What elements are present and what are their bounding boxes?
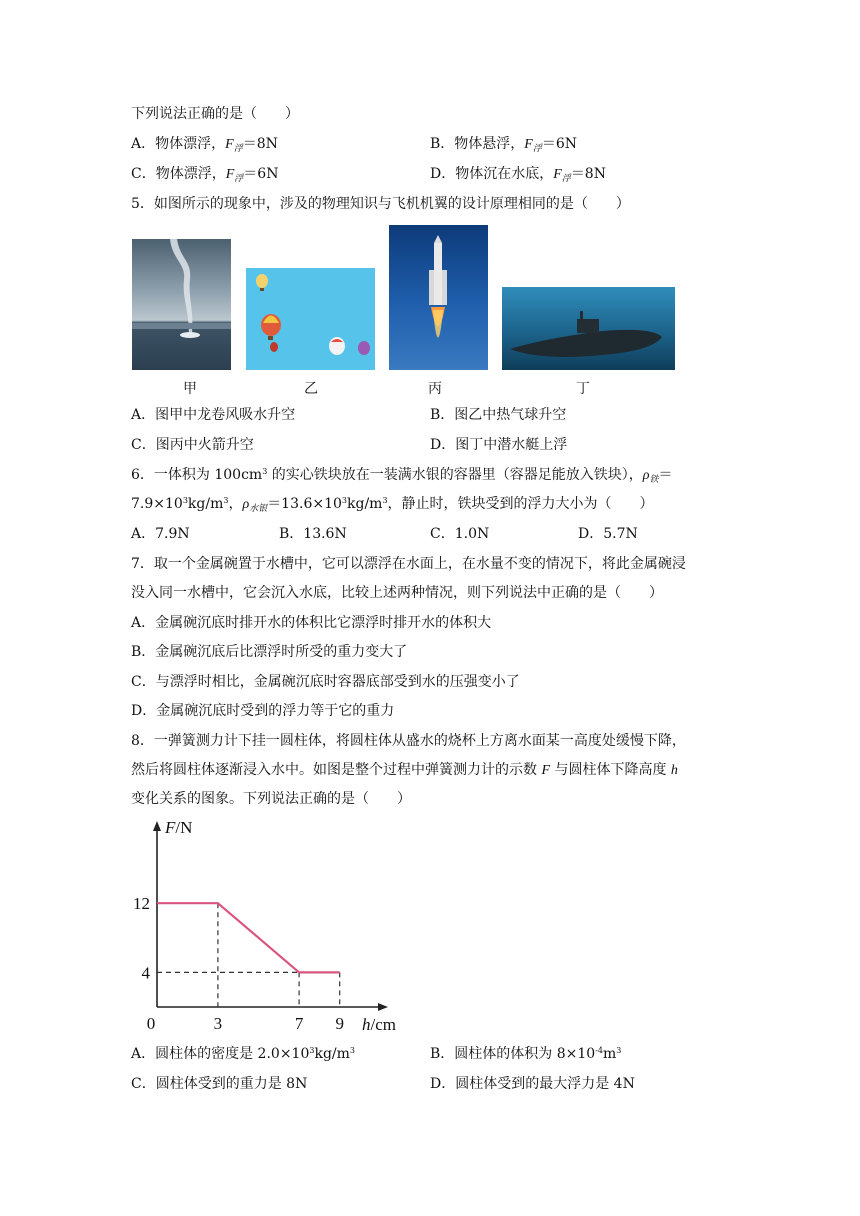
q6-option-c[interactable]: C．1.0N xyxy=(430,526,490,542)
q5-stem: 5．如图所示的现象中，涉及的物理知识与飞机机翼的设计原理相同的是（ ） xyxy=(131,196,630,212)
q8-line3: 变化关系的图象。下列说法正确的是（ ） xyxy=(131,791,411,807)
q8-b-sup2: 3 xyxy=(616,1046,622,1055)
q6-l2-sup3: 3 xyxy=(341,496,347,505)
q8-b-text: B．圆柱体的体积为 8×10 xyxy=(430,1046,596,1062)
q8-a-text: A．圆柱体的密度是 2.0×10 xyxy=(131,1046,310,1062)
q6-l2-b: kg/m xyxy=(187,496,224,512)
q6-l2-d: ＝13.6×10 xyxy=(267,496,342,512)
q8-option-a[interactable] xyxy=(131,1044,355,1064)
q7-line1: 7．取一个金属碗置于水槽中，它可以漂浮在水面上，在水量不变的情况下，将此金属碗浸 xyxy=(131,556,686,572)
q8-option-b[interactable] xyxy=(430,1044,621,1064)
submarine-image xyxy=(502,287,675,370)
q7-option-b[interactable]: B．金属碗沉底后比漂浮时所受的重力变大了 xyxy=(131,644,408,660)
q8-var-h: h xyxy=(670,763,678,778)
q8-a-sup: 3 xyxy=(309,1046,315,1055)
q8-var-f: F xyxy=(541,763,551,778)
q5-option-b[interactable]: B．图乙中热气球升空 xyxy=(430,407,567,423)
q8-b-sup: -4 xyxy=(595,1046,603,1055)
caption-bing: 丙 xyxy=(428,381,442,397)
y-axis-label: F/N xyxy=(165,818,193,837)
q8-line1: 8．一弹簧测力计下挂一圆柱体，将圆柱体从盛水的烧杯上方离水面某一高度处缓慢下降， xyxy=(131,733,686,749)
hot-air-balloons-image xyxy=(246,268,375,370)
q6-option-a[interactable]: A．7.9N xyxy=(131,526,190,542)
q4-option-a-var: F xyxy=(225,137,234,152)
q6-text-b: 的实心铁块放在一装满水银的容器里（容器足能放入铁块）， xyxy=(267,467,643,483)
q5-option-d[interactable]: D．图丁中潜水艇上浮 xyxy=(430,437,568,453)
q8-l2-b: 与圆柱体下降高度 xyxy=(550,762,671,778)
q4-option-b-text: B．物体悬浮， xyxy=(430,136,525,152)
q7-line2: 没入同一水槽中，它会沉入水底，比较上述两种情况，则下列说法中正确的是（ ） xyxy=(131,585,663,601)
y-axis-arrow xyxy=(153,821,161,831)
q4-option-c[interactable] xyxy=(131,164,278,186)
q6-option-d[interactable]: D．5.7N xyxy=(578,526,638,542)
q4-option-a[interactable] xyxy=(131,134,278,156)
q8-l2-a: 然后将圆柱体逐渐浸入水中。如图是整个过程中弹簧测力计的示数 xyxy=(131,762,542,778)
q4-option-d-value: ＝8N xyxy=(570,166,606,182)
x-axis-arrow xyxy=(378,1003,388,1011)
q6-text-a: 6．一体积为 100cm xyxy=(131,467,263,483)
q6-l2-e: kg/m xyxy=(347,496,383,512)
q6-l2-sup1: 3 xyxy=(182,496,188,505)
q6-line1 xyxy=(131,465,673,487)
q4-option-d[interactable] xyxy=(430,164,606,186)
q7-option-c[interactable]: C．与漂浮时相比，金属碗沉底时容器底部受到水的压强变小了 xyxy=(131,674,520,690)
q4-option-d-text: D．物体沉在水底， xyxy=(430,166,554,182)
x-tick-label-3: 3 xyxy=(213,1014,223,1033)
q4-option-c-sub: 浮 xyxy=(234,174,244,184)
q4-stem: 下列说法正确的是（ ） xyxy=(131,106,299,122)
y-tick-label-4: 4 xyxy=(141,963,150,983)
caption-ding: 丁 xyxy=(576,381,590,397)
tornado-image xyxy=(132,239,231,370)
q6-line2 xyxy=(131,494,654,516)
q8-b-unit: m xyxy=(603,1046,617,1062)
y-tick-label-12: 12 xyxy=(133,894,150,914)
q6-rho-mercury: ρ xyxy=(242,497,250,512)
q6-eq: ＝ xyxy=(658,467,673,483)
q6-l2-f: ，静止时，铁块受到的浮力大小为（ ） xyxy=(387,496,654,512)
q8-a-sup2: 3 xyxy=(349,1046,355,1055)
q6-rho-iron: ρ xyxy=(642,468,650,483)
x-tick-label-0: 0 xyxy=(146,1014,156,1033)
q6-option-b[interactable]: B．13.6N xyxy=(279,526,347,542)
q5-option-c[interactable]: C．图丙中火箭升空 xyxy=(131,437,254,453)
q6-rho-mercury-sub: 水银 xyxy=(249,504,268,514)
q7-option-d[interactable]: D．金属碗沉底时受到的浮力等于它的重力 xyxy=(131,703,395,719)
q8-option-c[interactable]: C．圆柱体受到的重力是 8N xyxy=(131,1076,308,1092)
q4-option-c-value: ＝6N xyxy=(243,166,279,182)
q4-option-d-var: F xyxy=(553,167,562,182)
caption-jia: 甲 xyxy=(183,381,197,397)
q7-option-a[interactable]: A．金属碗沉底时排开水的体积比它漂浮时排开水的体积大 xyxy=(131,615,492,631)
series-line xyxy=(157,903,340,972)
q4-option-a-text: A．物体漂浮， xyxy=(131,136,226,152)
x-axis-label: h/cm xyxy=(362,1015,396,1034)
x-tick-label-9: 9 xyxy=(335,1014,344,1033)
q6-l2-sup4: 3 xyxy=(382,496,388,505)
q4-option-d-sub: 浮 xyxy=(561,174,571,184)
q4-option-b-var: F xyxy=(524,137,533,152)
q4-option-b-value: ＝6N xyxy=(541,136,578,152)
q4-option-c-text: C．物体漂浮， xyxy=(131,166,226,182)
q6-l2-c: ， xyxy=(228,496,243,512)
rocket-image xyxy=(389,225,488,370)
q8-a-unit: kg/m xyxy=(314,1046,350,1062)
q4-option-b[interactable] xyxy=(430,134,577,156)
q6-l2-sup2: 3 xyxy=(223,496,229,505)
q4-option-c-var: F xyxy=(225,167,235,182)
x-tick-label-7: 7 xyxy=(294,1014,304,1033)
q6-rho-iron-sub: 铁 xyxy=(649,475,659,485)
q4-option-a-sub: 浮 xyxy=(233,144,243,154)
q4-option-b-sub: 浮 xyxy=(532,144,542,154)
caption-yi: 乙 xyxy=(304,381,318,397)
q8-line2 xyxy=(131,760,678,781)
q6-l2-a: 7.9×10 xyxy=(131,496,183,512)
q5-option-a[interactable]: A．图甲中龙卷风吸水升空 xyxy=(131,407,296,423)
q8-option-d[interactable]: D．圆柱体受到的最大浮力是 4N xyxy=(430,1076,635,1092)
q6-sup: 3 xyxy=(262,467,268,476)
force-height-chart xyxy=(130,815,400,1037)
q4-option-a-value: ＝8N xyxy=(242,136,278,152)
